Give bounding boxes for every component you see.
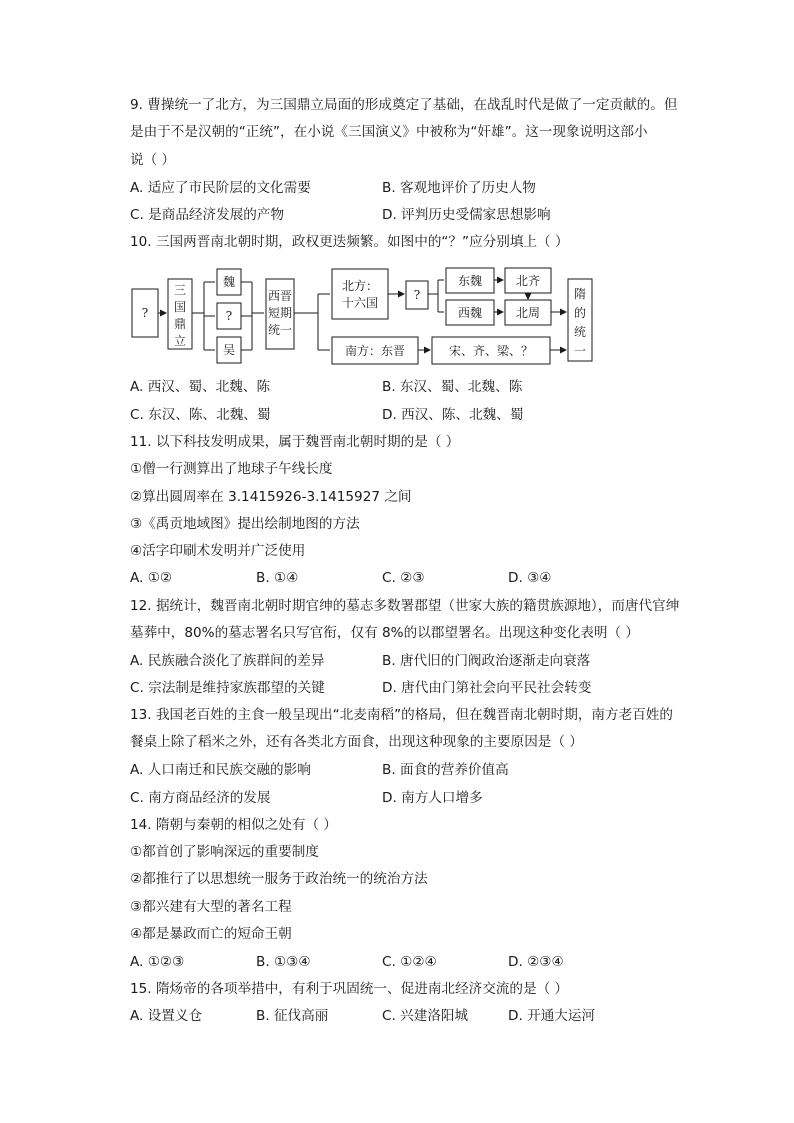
xijin-split — [294, 294, 330, 350]
q12-option-c[interactable]: C. 宗法制是维持家族郡望的关键 — [130, 680, 325, 696]
q10-option-d[interactable]: D. 西汉、陈、北魏、蜀 — [382, 407, 524, 423]
q14-item-4: ④都是暴政而亡的短命王朝 — [130, 926, 292, 942]
q11-item-2: ②算出圆周率在 3.1415926-3.1415927 之间 — [130, 489, 412, 505]
label-wu: 吴 — [222, 343, 236, 357]
label-sui-2: 统 — [573, 325, 587, 339]
q11-option-d[interactable]: D. ③④ — [508, 570, 552, 586]
q14-item-2: ②都推行了以思想统一服务于政治统一的统治方法 — [130, 871, 428, 887]
q11-item-3: ③《禹贡地域图》提出绘制地图的方法 — [130, 516, 360, 532]
label-sui-3: 一 — [573, 344, 587, 358]
q14-option-c[interactable]: C. ①②④ — [382, 954, 437, 970]
label-sanguo-1: 国 — [173, 300, 187, 314]
box-north — [332, 269, 388, 319]
q11-item-4: ④活字印刷术发明并广泛使用 — [130, 543, 306, 559]
q15-option-c[interactable]: C. 兴建洛阳城 — [382, 1008, 469, 1024]
q14-option-b[interactable]: B. ①③④ — [256, 954, 311, 970]
dynasty-flow-diagram — [0, 262, 794, 382]
q9-stem-line1: 9. 曹操统一了北方，为三国鼎立局面的形成奠定了基础，在战乱时代是做了一定贡献的。但 — [130, 97, 678, 113]
q14-option-d[interactable]: D. ②③④ — [508, 954, 564, 970]
label-south: 南方：东晋 — [344, 344, 406, 358]
q10-option-c[interactable]: C. 东汉、陈、北魏、蜀 — [130, 407, 271, 423]
q10-option-a[interactable]: A. 西汉、蜀、北魏、陈 — [130, 379, 271, 395]
label-sanguo-3: 立 — [173, 334, 187, 348]
q14-item-1: ①都首创了影响深远的重要制度 — [130, 844, 319, 860]
q10-stem: 10. 三国两晋南北朝时期，政权更迭频繁。如图中的“？”应分别填上（ ） — [130, 234, 569, 250]
label-xijin-1: 短期 — [267, 306, 293, 320]
q11-option-a[interactable]: A. ①② — [130, 570, 173, 586]
label-north-q: ? — [413, 288, 421, 302]
q13-option-d[interactable]: D. 南方人口增多 — [382, 790, 483, 806]
label-mid-q: ? — [225, 309, 233, 323]
q12-option-a[interactable]: A. 民族融合淡化了族群间的差异 — [130, 653, 325, 669]
q12-stem-line1: 12. 据统计，魏晋南北朝时期官绅的墓志多数署郡望（世家大族的籍贯族源地），而唐代官绅 — [130, 598, 680, 614]
q11-stem: 11. 以下科技发明成果，属于魏晋南北朝时期的是（ ） — [130, 434, 460, 450]
q11-option-b[interactable]: B. ①④ — [256, 570, 299, 586]
label-beizhou: 北周 — [515, 306, 541, 320]
q9-option-b[interactable]: B. 客观地评价了历史人物 — [382, 180, 536, 196]
q14-item-3: ③都兴建有大型的著名工程 — [130, 899, 292, 915]
q13-option-c[interactable]: C. 南方商品经济的发展 — [130, 790, 271, 806]
label-sui-0: 隋 — [573, 287, 587, 301]
label-xijin-0: 西晋 — [267, 289, 293, 303]
q9-stem-line3: 说（ ） — [130, 152, 176, 168]
label-q-left: ? — [141, 306, 149, 320]
q15-stem: 15. 隋炀帝的各项举措中，有利于巩固统一、促进南北经济交流的是（ ） — [130, 981, 569, 997]
q13-option-a[interactable]: A. 人口南迁和民族交融的影响 — [130, 762, 311, 778]
split-to-three-kingdoms — [192, 282, 215, 350]
label-north-0: 北方： — [341, 279, 379, 293]
label-xijin-2: 统一 — [267, 323, 293, 337]
label-dongwei: 东魏 — [457, 274, 483, 288]
q12-stem-line2: 墓葬中，80%的墓志署名只写官衔，仅有 8%的以郡望署名。出现这种变化表明（ ） — [130, 625, 640, 641]
q13-stem-line1: 13. 我国老百姓的主食一般呈现出“北麦南稻”的格局，但在魏晋南北朝时期，南方老百姓的 — [130, 707, 673, 723]
q9-option-d[interactable]: D. 评判历史受儒家思想影响 — [382, 207, 551, 223]
q9-option-a[interactable]: A. 适应了市民阶层的文化需要 — [130, 180, 311, 196]
q12-option-d[interactable]: D. 唐代由门第社会向平民社会转变 — [382, 680, 592, 696]
q15-option-b[interactable]: B. 征伐高丽 — [256, 1008, 329, 1024]
q13-option-b[interactable]: B. 面食的营养价值高 — [382, 762, 509, 778]
q15-option-a[interactable]: A. 设置义仓 — [130, 1008, 203, 1024]
q9-stem-line2: 是由于不是汉朝的“正统”，在小说《三国演义》中被称为“奸雄”。这一现象说明这部小 — [130, 124, 648, 140]
merge-three-kingdoms — [241, 282, 264, 350]
label-song-chain: 宋、齐、梁、？ — [448, 344, 534, 358]
q12-option-b[interactable]: B. 唐代旧的门阀政治逐渐走向衰落 — [382, 653, 591, 669]
label-sanguo-2: 鼎 — [173, 317, 187, 331]
q14-option-a[interactable]: A. ①②③ — [130, 954, 185, 970]
label-wei: 魏 — [222, 275, 236, 289]
label-north-1: 十六国 — [341, 296, 379, 310]
q-split — [428, 280, 444, 312]
q9-option-c[interactable]: C. 是商品经济发展的产物 — [130, 207, 285, 223]
q13-stem-line2: 餐桌上除了稻米之外，还有各类北方面食，出现这种现象的主要原因是（ ） — [130, 734, 583, 750]
q11-option-c[interactable]: C. ②③ — [382, 570, 425, 586]
q15-option-d[interactable]: D. 开通大运河 — [508, 1008, 596, 1024]
label-sui-1: 的 — [573, 306, 587, 320]
q14-stem: 14. 隋朝与秦朝的相似之处有（ ） — [130, 817, 337, 833]
label-xiwei: 西魏 — [457, 306, 483, 320]
q11-item-1: ①僧一行测算出了地球子午线长度 — [130, 461, 333, 477]
label-sanguo-0: 三 — [173, 283, 187, 297]
label-beiqi: 北齐 — [515, 274, 541, 288]
q10-option-b[interactable]: B. 东汉、蜀、北魏、陈 — [382, 379, 523, 395]
